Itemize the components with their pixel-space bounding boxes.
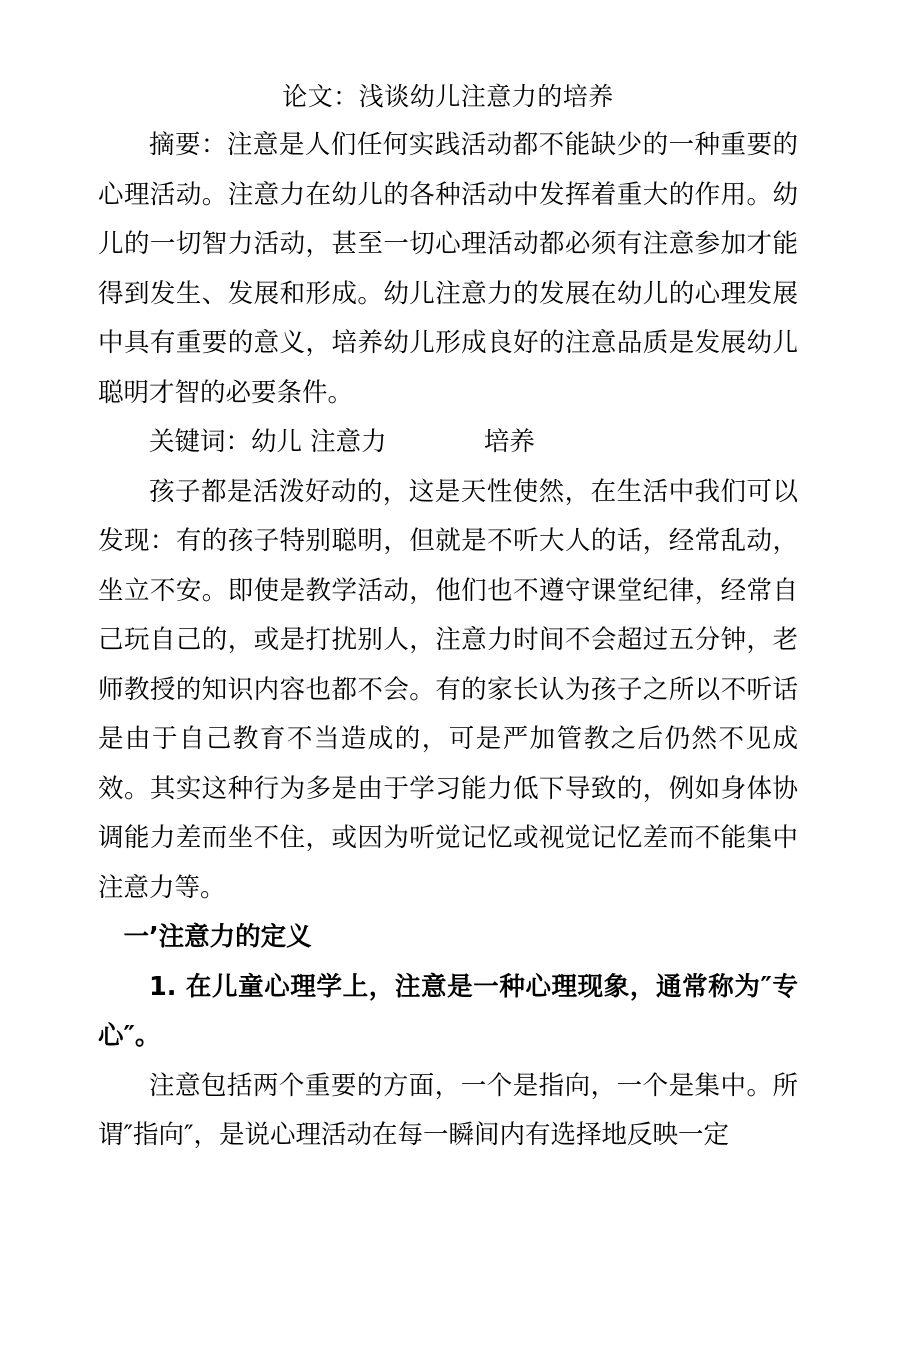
keywords-line: 关键词：幼儿 注意力 培养 bbox=[149, 427, 535, 457]
page-title: 论文：浅谈幼儿注意力的培养 bbox=[282, 82, 614, 111]
body-paragraph-1: 孩子都是活泼好动的，这是天性使然，在生活中我们可以发现：有的孩子特别聪明，但就是不听大人的话，经常乱动，坐立不安。即使是教学活动，他们也不遵守课堂纪律，经常自己玩自己的，或是打扰别人，注意力时间不会超过五分钟，老师教授的知识内容也都不会。有的家长认为孩子之所以不听话是由于自己教育不当造成的，可是严加管教之后仍然不见成效。其实这种行为多是由于学习能力低下导致的，例如身体协调能力差而坐不住，或因为听觉记忆或视觉记忆差而不能集中注意力等。 bbox=[98, 476, 798, 903]
section-heading-attention-definition: 一’注意力的定义 bbox=[123, 922, 312, 952]
body-paragraph-2: 注意包括两个重要的方面，一个是指向，一个是集中。所谓″指向″，是说心理活动在每一瞬间内有选择地反映一定 bbox=[98, 1070, 798, 1150]
document-body bbox=[98, 0, 798, 1161]
numbered-item-1: 1. 在儿童心理学上，注意是一种心理现象，通常称为″专心″。 bbox=[98, 971, 798, 1051]
abstract-paragraph: 摘要：注意是人们任何实践活动都不能缺少的一种重要的心理活动。注意力在幼儿的各种活动中发挥着重大的作用。幼儿的一切智力活动，甚至一切心理活动都必须有注意参加才能得到发生、发展和形成。幼儿注意力的发展在幼儿的心理发展中具有重要的意义，培养幼儿形成良好的注意品质是发展幼儿聪明才智的必要条件。 bbox=[98, 130, 798, 408]
